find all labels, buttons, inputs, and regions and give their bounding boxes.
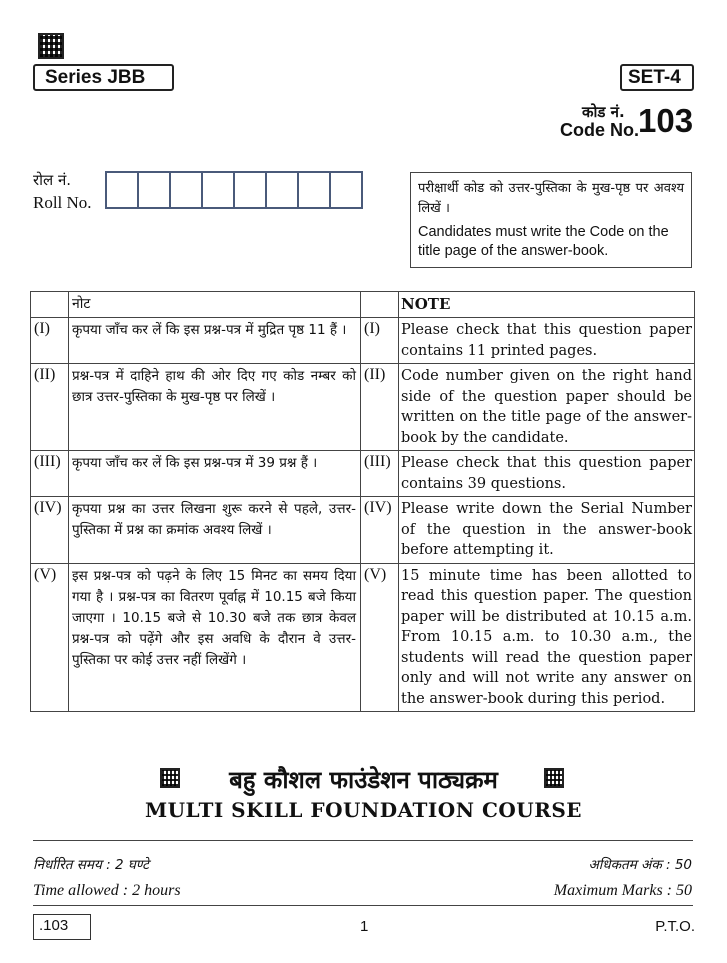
max-marks-hindi: अधिकतम अंक : 50 xyxy=(588,857,692,873)
note-number-hindi: (III) xyxy=(31,451,69,497)
note-text: 15 minute time has been allotted to read this question paper. The question paper will be distributed at 10.15 a.m. From 10.15 a.m. to 10.30 a.m., the students will read the question paper only and will not write any answer on the answer-book during this period. xyxy=(399,563,695,712)
footer-code: .103 xyxy=(33,914,91,940)
note-row xyxy=(31,451,695,497)
notes-table xyxy=(30,291,695,712)
qr-code-icon xyxy=(38,33,64,59)
time-allowed: Time allowed : 2 hours xyxy=(33,882,181,899)
roll-number-box[interactable] xyxy=(169,171,203,209)
series-label: Series JBB xyxy=(33,64,174,91)
note-number: (III) xyxy=(361,451,399,497)
note-number: (II) xyxy=(361,364,399,451)
note-text: Please check that this question paper contains 39 questions. xyxy=(399,451,695,497)
candidate-instruction-english: Candidates must write the Code on the title page of the answer-book. xyxy=(418,224,669,259)
code-label: Code No. xyxy=(560,120,639,140)
note-row xyxy=(31,364,695,451)
set-label: SET-4 xyxy=(620,64,694,91)
roll-number-boxes xyxy=(105,171,361,209)
note-row xyxy=(31,563,695,712)
code-number: 103 xyxy=(638,102,694,139)
roll-number-box[interactable] xyxy=(201,171,235,209)
note-number-hindi: (II) xyxy=(31,364,69,451)
notes-heading-english: NOTE xyxy=(399,292,695,318)
note-text-hindi: कृपया प्रश्न का उत्तर लिखना शुरू करने से पहले, उत्तर-पुस्तिका में प्रश्न का क्रमांक अवश्य लिखें । xyxy=(69,497,361,564)
note-row xyxy=(31,318,695,364)
divider xyxy=(33,905,693,906)
note-number-hindi: (V) xyxy=(31,563,69,712)
divider xyxy=(33,840,693,841)
note-row xyxy=(31,497,695,564)
roll-number-box[interactable] xyxy=(329,171,363,209)
note-text-hindi: कृपया जाँच कर लें कि इस प्रश्न-पत्र में 39 प्रश्न हैं । xyxy=(69,451,361,497)
page-number: 1 xyxy=(360,918,369,935)
roll-number-box[interactable] xyxy=(105,171,139,209)
candidate-instruction-hindi: परीक्षार्थी कोड को उत्तर-पुस्तिका के मुख-पृष्ठ पर अवश्य लिखें । xyxy=(418,181,684,216)
roll-label: Roll No. xyxy=(33,193,92,212)
note-text: Please write down the Serial Number of the question in the answer-book before attempting it. xyxy=(399,497,695,564)
note-text-hindi: प्रश्न-पत्र में दाहिने हाथ की ओर दिए गए कोड नम्बर को छात्र उत्तर-पुस्तिका के मुख-पृष्ठ पर लिखें । xyxy=(69,364,361,451)
roll-number-box[interactable] xyxy=(265,171,299,209)
roll-number-box[interactable] xyxy=(233,171,267,209)
pto-label: P.T.O. xyxy=(655,918,695,935)
candidate-instruction-box xyxy=(410,172,692,268)
course-title: MULTI SKILL FOUNDATION COURSE xyxy=(144,798,583,822)
roll-number-box[interactable] xyxy=(297,171,331,209)
roll-label-hindi: रोल नं. xyxy=(33,171,72,189)
notes-header-row xyxy=(31,292,695,318)
max-marks: Maximum Marks : 50 xyxy=(553,882,692,899)
note-text-hindi: इस प्रश्न-पत्र को पढ़ने के लिए 15 मिनट का समय दिया गया है । प्रश्न-पत्र का वितरण पूर्वाह्न में 10.15 बजे किया जाएगा । 10.15 बजे से 10.30 बजे तक छात्र केवल प्रश्न-पत्र को पढ़ेंगे और इस अवधि के दौरान वे उत्तर-पुस्तिका पर कोई उत्तर नहीं लिखेंगे । xyxy=(69,563,361,712)
note-text: Please check that this question paper contains 11 printed pages. xyxy=(399,318,695,364)
note-number: (V) xyxy=(361,563,399,712)
note-number-hindi: (I) xyxy=(31,318,69,364)
roll-number-box[interactable] xyxy=(137,171,171,209)
time-allowed-hindi: निर्धारित समय : 2 घण्टे xyxy=(33,857,149,873)
qr-code-icon xyxy=(544,768,564,788)
note-number-hindi: (IV) xyxy=(31,497,69,564)
notes-heading-hindi: नोट xyxy=(69,292,361,318)
note-number: (I) xyxy=(361,318,399,364)
code-label-hindi: कोड नं. xyxy=(582,103,625,121)
note-text-hindi: कृपया जाँच कर लें कि इस प्रश्न-पत्र में मुद्रित पृष्ठ 11 हैं । xyxy=(69,318,361,364)
note-number: (IV) xyxy=(361,497,399,564)
course-title-hindi: बहु कौशल फाउंडेशन पाठ्यक्रम xyxy=(229,766,498,794)
note-text: Code number given on the right hand side of the question paper should be written on the title page of the answer-book by the candidate. xyxy=(399,364,695,451)
